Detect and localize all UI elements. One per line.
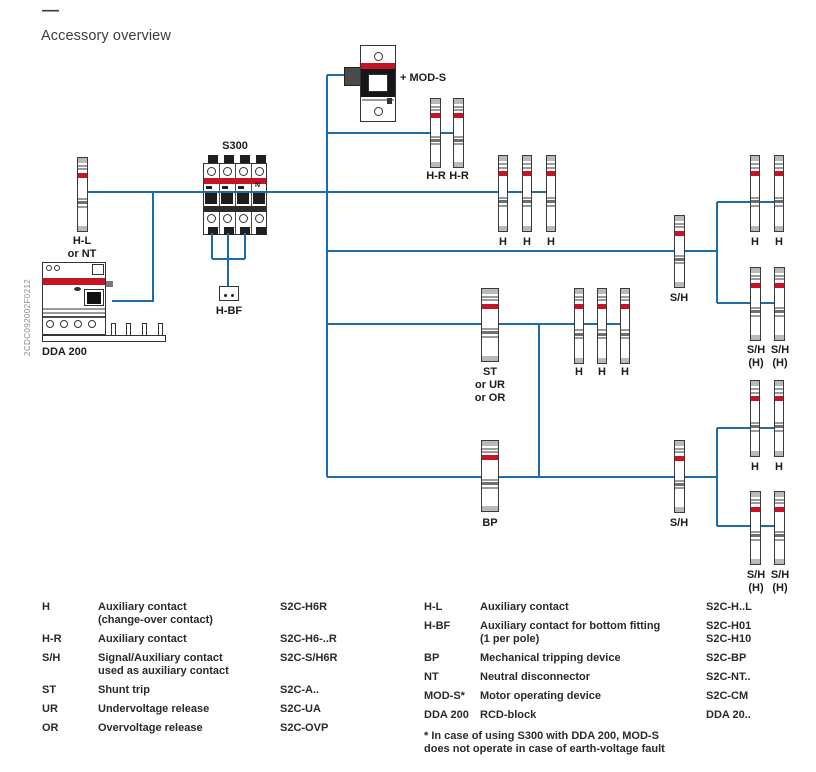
- label-s300: S300: [222, 140, 248, 152]
- footnote: [424, 730, 816, 756]
- label-tr-sh-1: S/H: [746, 344, 766, 356]
- dda-200-device: [42, 262, 166, 342]
- page-title: Accessory overview: [41, 28, 171, 44]
- legend-desc: [98, 684, 417, 697]
- legend-desc-line: Auxiliary contact for bottom fitting: [480, 620, 661, 632]
- dda-detail-line: [43, 308, 105, 310]
- device-tr-h-2: [774, 155, 784, 232]
- h-bf-device: [219, 286, 239, 301]
- device-h-r-1: [430, 98, 441, 168]
- legend-row: [424, 671, 816, 684]
- label-row2-h-1: H: [575, 366, 583, 378]
- dda-detail-line: [43, 316, 105, 318]
- legend-type-line: S2C-H10: [706, 633, 752, 645]
- label-row1-h-2: H: [523, 236, 531, 248]
- device-bot-sh: [674, 440, 685, 513]
- dda-top-hole: [54, 265, 60, 271]
- legend-desc: [98, 601, 417, 627]
- title-dash: —: [42, 0, 59, 19]
- label-row1-h-1: H: [499, 236, 507, 248]
- legend-type: [706, 671, 751, 684]
- device-row1-h-3: [546, 155, 556, 232]
- legend-term: NT: [424, 671, 439, 683]
- legend-desc: [480, 620, 816, 646]
- h-bf-dot: [224, 294, 227, 297]
- label-tr-h-2: H: [775, 236, 783, 248]
- dda-top-window: [92, 264, 104, 275]
- legend-type-line: S2C-H01: [706, 620, 752, 632]
- legend-right: [424, 601, 816, 756]
- legend-type: [706, 620, 751, 646]
- legend-desc-line: Motor operating device: [480, 690, 602, 702]
- legend-type: [280, 684, 319, 697]
- legend-type-line: S2C-NT..: [706, 671, 751, 683]
- dda-switch: [87, 292, 101, 304]
- legend-type: [706, 601, 752, 614]
- label-mid-sh: S/H: [669, 292, 689, 304]
- label-bp: BP: [482, 517, 498, 529]
- legend-row: [42, 684, 417, 697]
- legend-type-line: S2C-OVP: [280, 722, 329, 734]
- legend-desc: [480, 690, 816, 703]
- legend-desc-line: Auxiliary contact: [98, 633, 187, 645]
- s300-bottom-drops: [212, 233, 245, 286]
- mod-s-detail-block: [387, 98, 392, 104]
- legend-row: [424, 709, 816, 722]
- device-row1-h-1: [498, 155, 508, 232]
- dda-side-tab: [106, 281, 113, 287]
- label-st: ST: [482, 366, 498, 378]
- device-h-r-2: [453, 98, 464, 168]
- device-st: [481, 288, 499, 362]
- legend-row: [424, 690, 816, 703]
- s300-neutral-marker: N: [255, 182, 261, 189]
- legend-row: [42, 601, 417, 627]
- device-mid-sh: [674, 215, 685, 288]
- legend-term: H-BF: [424, 620, 451, 632]
- device-h-l: [77, 157, 88, 232]
- label-tr-h-1: H: [751, 236, 759, 248]
- mod-s-bottom-hole: [374, 107, 383, 116]
- device-tr-sh-1: [750, 267, 761, 341]
- device-br-h-1: [750, 380, 760, 457]
- legend-term: DDA 200: [424, 709, 469, 721]
- legend-type: [280, 633, 337, 646]
- device-bp: [481, 440, 499, 512]
- label-st-or-or: or OR: [474, 392, 506, 404]
- legend-type-line: S2C-H..L: [706, 601, 752, 613]
- mod-s-window: [368, 74, 388, 92]
- legend-type: [280, 652, 337, 665]
- legend-type: [706, 690, 748, 703]
- dda-bottom-screw: [74, 320, 82, 328]
- h-bf-dot: [231, 294, 234, 297]
- label-mod-s: + MOD-S: [400, 72, 447, 84]
- legend-desc: [480, 671, 816, 684]
- dda-busbar-base: [42, 335, 166, 342]
- legend-row: [42, 703, 417, 716]
- label-br-sh-2: S/H: [770, 569, 790, 581]
- legend-type-line: S2C-H6-..R: [280, 633, 337, 645]
- legend-desc-line: RCD-block: [480, 709, 537, 721]
- label-st-or-ur: or UR: [475, 379, 505, 391]
- legend-desc-line: Mechanical tripping device: [480, 652, 621, 664]
- dda-bottom-screw: [46, 320, 54, 328]
- legend-desc-line: Auxiliary contact: [98, 601, 187, 613]
- legend-term: H-R: [42, 633, 62, 645]
- legend-row: [424, 601, 816, 614]
- label-tr-sh-1-sub: (H): [748, 357, 764, 369]
- legend-type-line: DDA 20..: [706, 709, 751, 721]
- dda-bottom-screw: [60, 320, 68, 328]
- legend-row: [424, 620, 816, 646]
- legend-term: ST: [42, 684, 57, 696]
- dda-eye-mark: [74, 287, 81, 291]
- label-h-l: H-L: [72, 235, 92, 247]
- device-row1-h-2: [522, 155, 532, 232]
- legend-term: H: [42, 601, 50, 613]
- legend-type: [706, 709, 751, 722]
- legend-type-line: S2C-CM: [706, 690, 749, 702]
- label-tr-sh-2-sub: (H): [772, 357, 788, 369]
- legend-type: [280, 601, 327, 614]
- legend-term: UR: [42, 703, 58, 715]
- label-h-r-2: H-R: [449, 170, 469, 182]
- legend-desc-line: (1 per pole): [480, 633, 540, 645]
- legend-desc-line: (change-over contact): [98, 614, 213, 626]
- label-h-r-1: H-R: [426, 170, 446, 182]
- device-row2-h-1: [574, 288, 584, 364]
- legend-desc-line: Auxiliary contact: [480, 601, 569, 613]
- legend-type: [280, 722, 328, 735]
- label-br-sh-2-sub: (H): [772, 582, 788, 594]
- legend-desc-line: used as auxiliary contact: [98, 665, 229, 677]
- label-bot-sh: S/H: [669, 517, 689, 529]
- dda-bottom-screw: [88, 320, 96, 328]
- mod-s-device: [344, 45, 396, 122]
- legend-type: [706, 652, 746, 665]
- legend-term: BP: [424, 652, 440, 664]
- legend-desc: [480, 601, 816, 614]
- legend-type-line: S2C-S/H6R: [280, 652, 338, 664]
- legend-row: [42, 652, 417, 678]
- legend-term: MOD-S*: [424, 690, 465, 702]
- device-br-sh-2: [774, 491, 785, 565]
- legend-type-line: S2C-H6R: [280, 601, 328, 613]
- device-row2-h-2: [597, 288, 607, 364]
- label-br-sh-1: S/H: [746, 569, 766, 581]
- device-tr-sh-2: [774, 267, 785, 341]
- legend-desc-line: Signal/Auxiliary contact: [98, 652, 223, 664]
- label-h-l-or-nt: or NT: [67, 248, 97, 260]
- document-code-vertical: 2CDC092002F0212: [23, 278, 32, 356]
- legend-type-line: S2C-UA: [280, 703, 321, 715]
- label-br-sh-1-sub: (H): [748, 582, 764, 594]
- device-br-h-2: [774, 380, 784, 457]
- legend-type-line: S2C-A..: [280, 684, 320, 696]
- legend-desc: [480, 652, 816, 665]
- legend-desc: [98, 633, 417, 646]
- dda-top-hole: [46, 265, 52, 271]
- device-br-sh-1: [750, 491, 761, 565]
- legend-type: [280, 703, 321, 716]
- label-dda-200: DDA 200: [42, 346, 87, 358]
- legend-desc-line: Shunt trip: [98, 684, 150, 696]
- legend-term: H-L: [424, 601, 443, 613]
- legend-term: S/H: [42, 652, 61, 664]
- label-row1-h-3: H: [547, 236, 555, 248]
- legend-row: [42, 722, 417, 735]
- legend-desc-line: Undervoltage release: [98, 703, 210, 715]
- legend-row: [424, 652, 816, 665]
- device-row2-h-3: [620, 288, 630, 364]
- legend-desc-line: Neutral disconnector: [480, 671, 591, 683]
- legend-desc-line: Overvoltage release: [98, 722, 203, 734]
- label-tr-sh-2: S/H: [770, 344, 790, 356]
- legend-row: [42, 633, 417, 646]
- footnote-line: * In case of using S300 with DDA 200, MOD-S: [424, 730, 659, 742]
- dda-red-band: [43, 278, 105, 285]
- legend-desc: [98, 703, 417, 716]
- label-br-h-2: H: [775, 461, 783, 473]
- legend-type-line: S2C-BP: [706, 652, 747, 664]
- dda-detail-line: [43, 312, 105, 314]
- mod-s-top-hole: [374, 52, 383, 61]
- label-row2-h-2: H: [598, 366, 606, 378]
- label-br-h-1: H: [751, 461, 759, 473]
- footnote-line: does not operate in case of earth-voltage fault: [424, 743, 665, 755]
- legend-desc: [98, 652, 417, 678]
- legend-desc: [98, 722, 417, 735]
- legend-desc: [480, 709, 816, 722]
- label-row2-h-3: H: [621, 366, 629, 378]
- legend-left: [42, 601, 417, 741]
- device-tr-h-1: [750, 155, 760, 232]
- legend-term: OR: [42, 722, 59, 734]
- label-h-bf: H-BF: [215, 305, 243, 317]
